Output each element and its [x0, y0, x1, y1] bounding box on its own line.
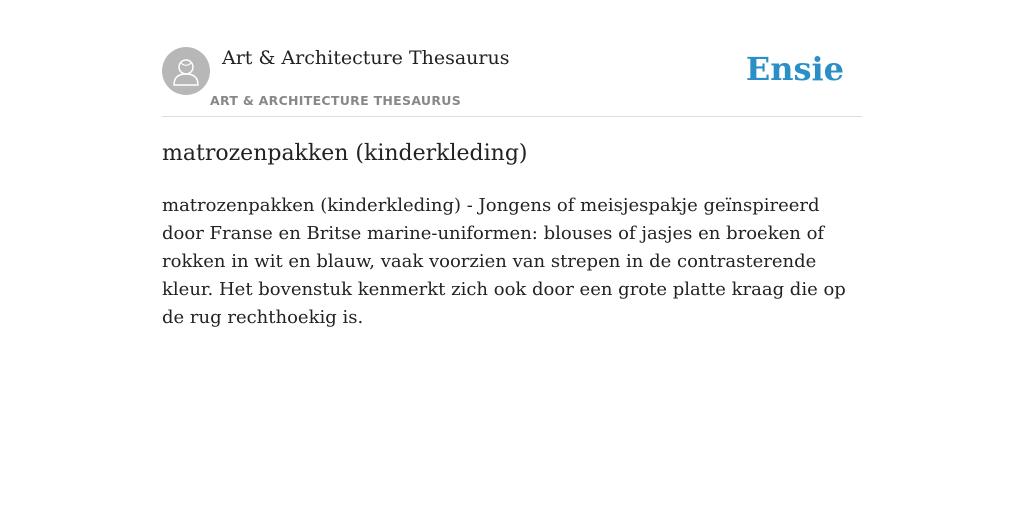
source-subtitle-link[interactable]: ART & ARCHITECTURE THESAURUS: [210, 93, 462, 108]
page: [162, 0, 862, 512]
article-title: matrozenpakken (kinderkleding): [162, 141, 528, 166]
source-title[interactable]: Art & Architecture Thesaurus: [222, 47, 510, 69]
ensie-logo[interactable]: Ensie: [745, 50, 844, 88]
user-avatar-icon[interactable]: [162, 47, 210, 95]
article-body: matrozenpakken (kinderkleding) - Jongens of meisjespakje geïnspireerd door Franse en Britse marine-uniformen: blouses of jasjes en broeken of rokken in wit en blauw, vaak voorzien van strepen in de contrasterende kleur. Het bovenstuk kenmerkt zich ook door een grote platte kraag die op de rug rechthoekig is.: [162, 195, 846, 328]
header: [162, 0, 862, 117]
